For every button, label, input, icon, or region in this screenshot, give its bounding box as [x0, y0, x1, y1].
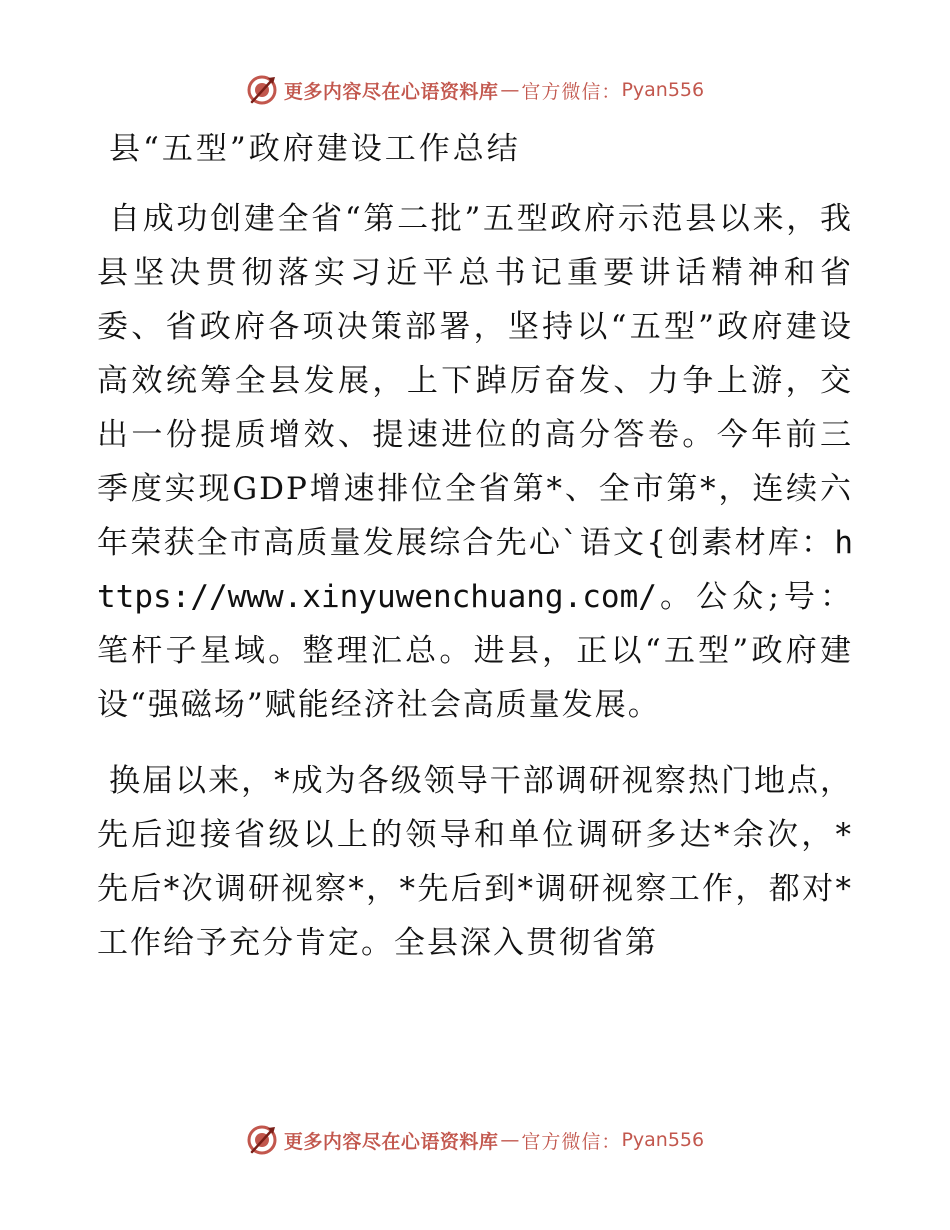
footer-dash: —: [500, 1129, 520, 1151]
header-contact-id: Pyan556: [621, 79, 705, 101]
source-url-text: https://www.xinyuwenchuang.com/: [97, 525, 853, 615]
header-dash: —: [500, 79, 520, 101]
quill-circle-icon: [246, 1124, 278, 1156]
quill-circle-icon: [246, 74, 278, 106]
header-promo-text: 更多内容尽在心语资料库: [283, 80, 499, 103]
header-watermark-banner: [0, 70, 950, 110]
document-body: [97, 126, 853, 992]
paragraph-2: 换届以来，*成为各级领导干部调研视察热门地点，先后迎接省级以上的领导和单位调研多达*余次，*先后*次调研视察*，*先后到*调研视察工作，都对*工作给予充分肯定。全县深入贯彻省第: [97, 763, 853, 961]
footer-watermark-banner: [0, 1120, 950, 1160]
footer-contact-id: Pyan556: [621, 1129, 705, 1151]
footer-promo-text: 更多内容尽在心语资料库: [283, 1130, 499, 1153]
paragraph-1-text-b: 。公众;号：笔杆子星域。整理汇总。进县，正以“五型”政府建设“强磁场”赋能经济社会高质量发展。: [97, 579, 853, 723]
header-contact-label: 官方微信：: [521, 80, 622, 103]
footer-contact-label: 官方微信：: [521, 1130, 622, 1153]
paragraph-1: [97, 192, 853, 732]
document-title: 县“五型”政府建设工作总结: [109, 131, 521, 167]
paragraph-1-text-a: 自成功创建全省“第二批”五型政府示范县以来，我县坚决贯彻落实习近平总书记重要讲话精神和省委、省政府各项决策部署，坚持以“五型”政府建设高效统筹全县发展，上下踔厉奋发、力争上游，交出一份提质增效、提速进位的高分答卷。今年前三季度实现GDP增速排位全省第*、全市第*，连续六年荣获全市高质量发展综合先心`语文{创素材库：: [97, 201, 853, 561]
